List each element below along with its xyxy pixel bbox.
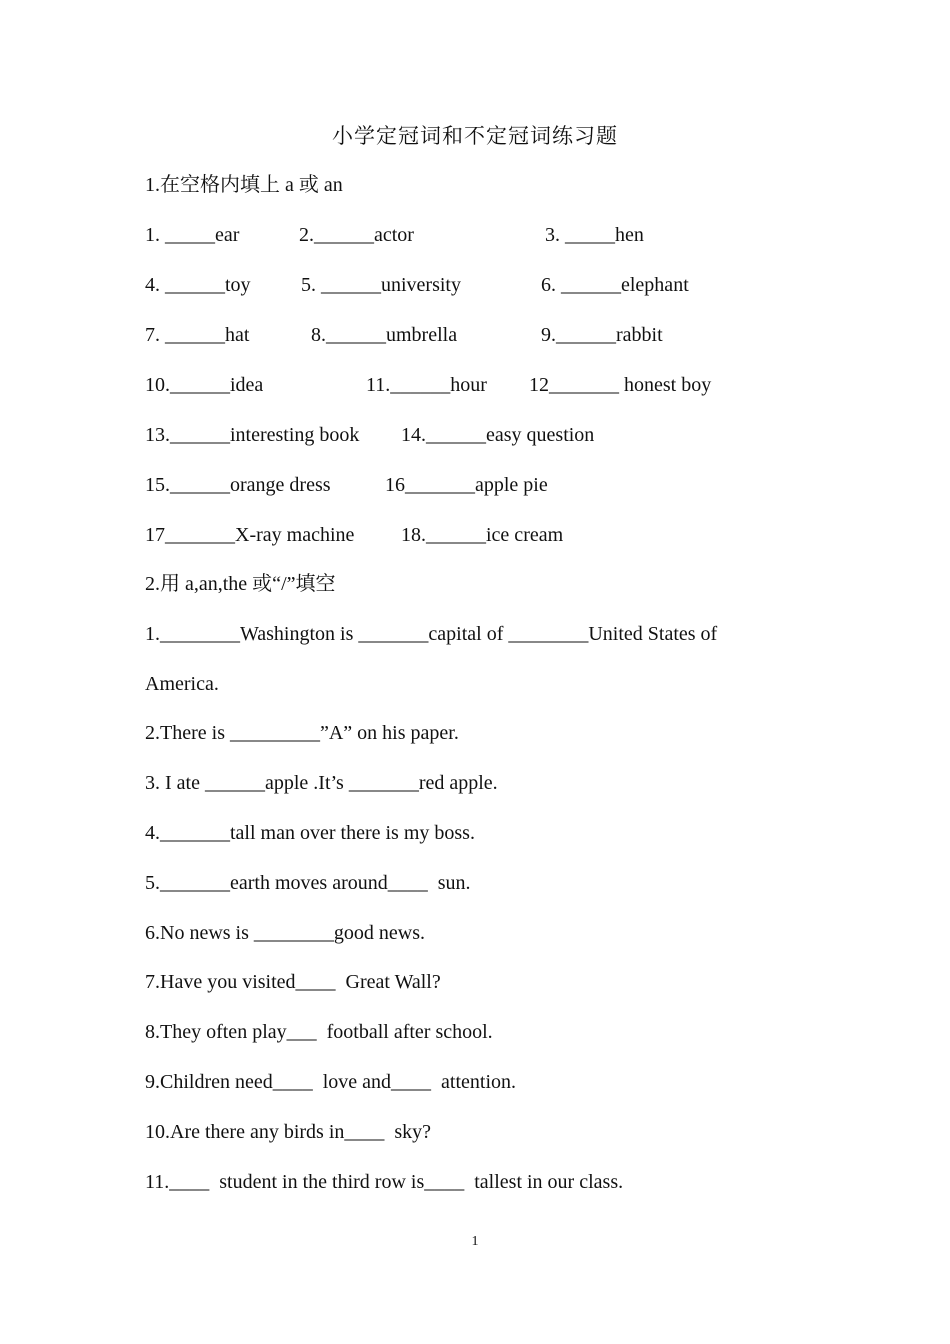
exercise-sentence: 3. I ate ______apple .It’s _______red apple. — [145, 772, 498, 794]
exercise-sentence: 11.____ student in the third row is____ tallest in our class. — [145, 1171, 624, 1193]
exercise-item: 7. ______hat — [145, 324, 250, 346]
exercise-item: 15.______orange dress — [145, 474, 331, 496]
exercise-sentence: 1.________Washington is _______capital of ________United States of — [145, 623, 718, 645]
exercise-item: 13.______interesting book — [145, 424, 360, 446]
exercise-item: 11.______hour — [366, 374, 487, 396]
exercise-item: 18.______ice cream — [401, 524, 564, 546]
exercise-item: 16_______apple pie — [385, 474, 548, 496]
exercise-sentence: 5._______earth moves around____ sun. — [145, 872, 471, 894]
exercise-item: 17_______X-ray machine — [145, 524, 355, 546]
exercise-sentence: 9.Children need____ love and____ attention. — [145, 1071, 517, 1093]
exercise-row — [145, 371, 845, 399]
exercise-sentence: 10.Are there any birds in____ sky? — [145, 1121, 432, 1143]
page-number: 1 — [471, 1234, 479, 1249]
exercise-sentence: America. — [145, 673, 219, 695]
exercise-item: 14.______easy question — [401, 424, 595, 446]
part1-heading: 1.在空格内填上 a 或 an — [145, 174, 343, 196]
exercise-item: 10.______idea — [145, 374, 264, 396]
page-title: 小学定冠词和不定冠词练习题 — [332, 124, 618, 148]
exercise-row — [145, 421, 845, 449]
part2-heading: 2.用 a,an,the 或“/”填空 — [145, 573, 336, 595]
exercise-item: 12_______ honest boy — [529, 374, 712, 396]
exercise-row — [145, 321, 845, 349]
exercise-sentence: 4._______tall man over there is my boss. — [145, 822, 475, 844]
exercise-row — [145, 521, 845, 549]
exercise-item: 9.______rabbit — [541, 324, 663, 346]
exercise-sentence: 7.Have you visited____ Great Wall? — [145, 971, 441, 993]
exercise-item: 4. ______toy — [145, 274, 251, 296]
exercise-sentence: 8.They often play___ football after school. — [145, 1021, 493, 1043]
exercise-item: 1. _____ear — [145, 224, 240, 246]
exercise-item: 5. ______university — [301, 274, 461, 296]
exercise-item: 3. _____hen — [545, 224, 644, 246]
exercise-row — [145, 221, 845, 249]
exercise-item: 6. ______elephant — [541, 274, 689, 296]
exercise-item: 2.______actor — [299, 224, 414, 246]
exercise-sentence: 2.There is _________”A” on his paper. — [145, 722, 459, 744]
exercise-row — [145, 471, 845, 499]
exercise-row — [145, 271, 845, 299]
exercise-sentence: 6.No news is ________good news. — [145, 922, 425, 944]
exercise-item: 8.______umbrella — [311, 324, 458, 346]
